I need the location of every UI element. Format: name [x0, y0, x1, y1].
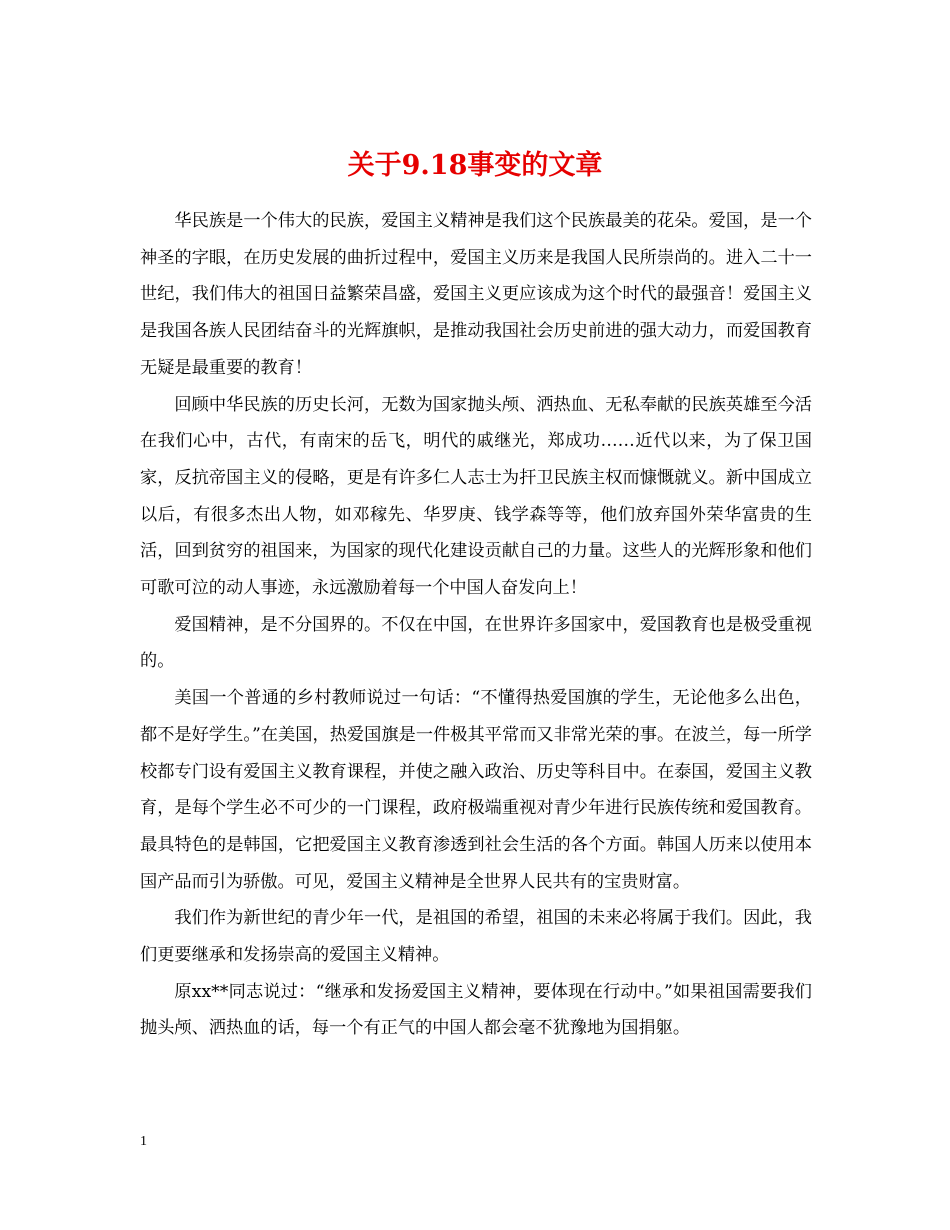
- paragraph: 华民族是一个伟大的民族，爱国主义精神是我们这个民族最美的花朵。爱国，是一个神圣的字眼，在历史发展的曲折过程中，爱国主义历来是我国人民所崇尚的。进入二十一世纪，我们伟大的祖国日益繁荣昌盛，爱国主义更应该成为这个时代的最强音！爱国主义是我国各族人民团结奋斗的光辉旗帜，是推动我国社会历史前进的强大动力，而爱国教育无疑是最重要的教育！: [140, 211, 812, 378]
- page-number: 1: [140, 1134, 147, 1149]
- paragraph: 我们作为新世纪的青少年一代，是祖国的希望，祖国的未来必将属于我们。因此，我们更要继承和发扬崇高的爱国主义精神。: [140, 908, 812, 966]
- paragraph: 美国一个普通的乡村教师说过一句话：“不懂得热爱国旗的学生，无论他多么出色，都不是好学生。”在美国，热爱国旗是一件极其平常而又非常光荣的事。在波兰，每一所学校都专门设有爱国主义教育课程，并使之融入政治、历史等科目中。在泰国，爱国主义教育，是每个学生必不可少的一门课程，政府极端重视对青少年进行民族传统和爱国教育。最具特色的是韩国，它把爱国主义教育渗透到社会生活的各个方面。韩国人历来以使用本国产品而引为骄傲。可见，爱国主义精神是全世界人民共有的宝贵财富。: [140, 688, 812, 892]
- paragraph: 回顾中华民族的历史长河，无数为国家抛头颅、洒热血、无私奉献的民族英雄至今活在我们心中，古代，有南宋的岳飞，明代的戚继光，郑成功……近代以来，为了保卫国家，反抗帝国主义的侵略，更是有许多仁人志士为扞卫民族主权而慷慨就义。新中国成立以后，有很多杰出人物，如邓稼先、华罗庚、钱学森等等，他们放弃国外荣华富贵的生活，回到贫穷的祖国来，为国家的现代化建设贡献自己的力量。这些人的光辉形象和他们可歌可泣的动人事迹，永远激励着每一个中国人奋发向上！: [140, 394, 812, 599]
- paragraph: 爱国精神，是不分国界的。不仅在中国，在世界许多国家中，爱国教育也是极受重视的。: [140, 614, 812, 672]
- document-body: [140, 203, 812, 1047]
- paragraph: 原xx**同志说过：“继承和发扬爱国主义精神，要体现在行动中。”如果祖国需要我们抛头颅、洒热血的话，每一个有正气的中国人都会毫不犹豫地为国捐躯。: [140, 981, 812, 1039]
- document-title: 关于9.18事变的文章: [347, 150, 603, 182]
